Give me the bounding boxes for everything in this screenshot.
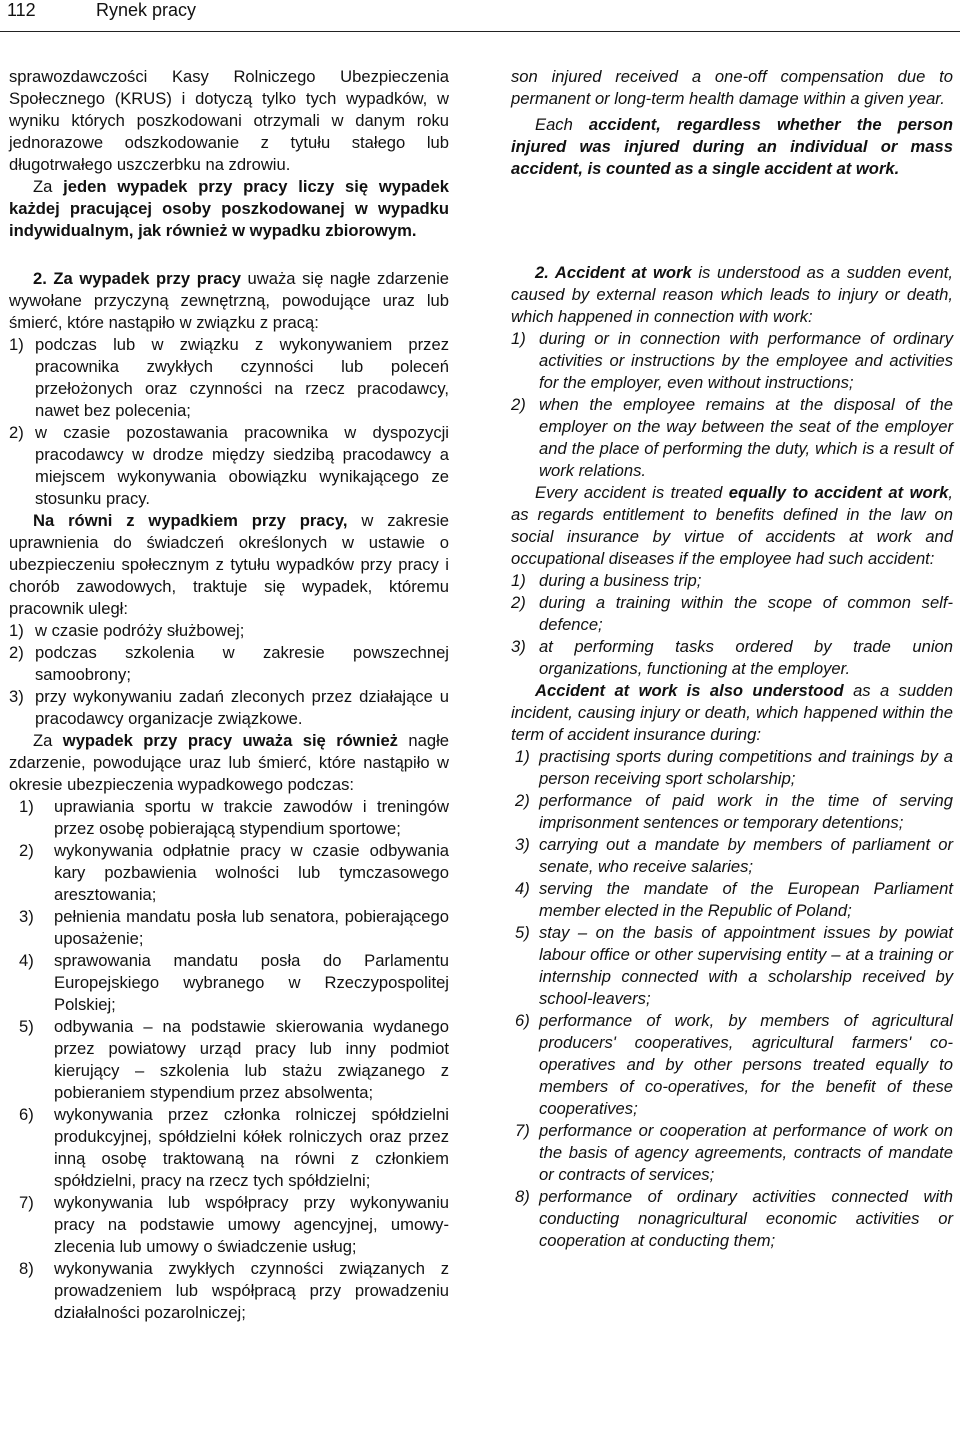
- pl-list-3: [9, 796, 449, 1324]
- pl-list-2: [9, 620, 449, 730]
- list-item: [19, 950, 449, 1016]
- list-item-number: 6): [19, 1105, 34, 1124]
- polish-column: [9, 66, 449, 1324]
- list-item: [511, 394, 953, 482]
- list-item-text: uprawiania sportu w trakcie zawodów i treningów przez osobę pobierającą stypendium sportowe;: [54, 797, 449, 838]
- en-paragraph-3: [511, 262, 953, 328]
- list-item: [9, 642, 449, 686]
- pl-paragraph-3: [9, 268, 449, 334]
- en-p3-rest: is understood as a sudden event, caused by external reason which leads to injury or death, which happened in connection with work:: [511, 263, 953, 326]
- pl-p3-number: 2.: [33, 269, 47, 288]
- en-list-1: [511, 328, 953, 482]
- list-item-number: 6): [515, 1011, 530, 1030]
- page-number: 112: [7, 0, 36, 20]
- list-item-number: 1): [19, 797, 34, 816]
- list-item: [19, 1192, 449, 1258]
- list-item-text: during a business trip;: [539, 571, 702, 590]
- list-item-number: 3): [511, 637, 526, 656]
- pl-p4-rest: w zakresie uprawnienia do świadczeń określonych w ustawie o ubezpieczeniu społecznym z tytułu wypadków przy pracy i chorób zawodowych, traktuje się wypadek, któremu pracownik uległ:: [9, 511, 450, 618]
- list-item-text: stay – on the basis of appointment issues by powiat labour office or other supervising entity – at a training or internship connected with a scholarship received by school-leavers;: [539, 923, 953, 1008]
- list-item: [511, 328, 953, 394]
- list-item: [515, 834, 953, 878]
- list-item-number: 5): [19, 1017, 34, 1036]
- list-item: [19, 1104, 449, 1192]
- list-item-number: 2): [19, 841, 34, 860]
- en-list-2: [511, 570, 953, 680]
- list-item-number: 1): [511, 329, 526, 348]
- list-item-text: odbywania – na podstawie skierowania wydanego przez powiatowy urząd pracy lub inny podmiot kierujący – szkolenia lub stażu związanego z pobieraniem stypendium przez absolwenta;: [54, 1017, 449, 1102]
- list-item-number: 1): [9, 335, 24, 354]
- list-item-number: 3): [19, 907, 34, 926]
- pl-p3-rest: uważa się nagłe zdarzenie wywołane przyczyną zewnętrzną, powodujące uraz lub śmierć, które nastąpiło w związku z pracą:: [9, 269, 449, 332]
- list-item-number: 2): [515, 791, 530, 810]
- list-item: [19, 796, 449, 840]
- pl-p5-lead: Za: [33, 731, 63, 750]
- list-item-number: 7): [19, 1193, 34, 1212]
- list-item-number: 4): [515, 879, 530, 898]
- list-item-number: 8): [19, 1259, 34, 1278]
- en-p3-term: 2. Accident at work: [535, 263, 692, 282]
- pl-p3-term: Za wypadek przy pracy: [46, 269, 241, 288]
- pl-p2-bold: jeden wypadek przy pracy liczy się wypadek każdej pracującej osoby poszkodowanej w wypadku indywidualnym, jak również w wypadku zbiorowym.: [9, 177, 449, 240]
- list-item-text: performance or cooperation at performance of work on the basis of agency agreements, contracts of mandate or contracts of services;: [539, 1121, 953, 1184]
- list-item-number: 5): [515, 923, 530, 942]
- list-item-text: practising sports during competitions and trainings by a person receiving sport scholarship;: [539, 747, 953, 788]
- english-column: [511, 66, 953, 1252]
- list-item: [19, 906, 449, 950]
- en-p2-lead: Each: [535, 115, 589, 134]
- en-paragraph-4: [511, 482, 953, 570]
- list-item-text: during a training within the scope of common self-defence;: [539, 593, 953, 634]
- list-item-text: at performing tasks ordered by trade union organizations, functioning at the employer.: [539, 637, 953, 678]
- list-item-text: serving the mandate of the European Parliament member elected in the Republic of Poland;: [539, 879, 953, 920]
- en-p4-rest: , as regards entitlement to benefits defined in the law on social insurance by virtue of accidents at work and occupational diseases if the employee had such accident:: [511, 483, 953, 568]
- list-item-text: performance of paid work in the time of serving imprisonment sentences or temporary detentions;: [539, 791, 953, 832]
- list-item: [9, 334, 449, 422]
- list-item-number: 1): [511, 571, 526, 590]
- list-item: [19, 840, 449, 906]
- list-item-text: podczas lub w związku z wykonywaniem przez pracownika zwykłych czynności lub poleceń przełożonych oraz czynności na rzecz pracodawcy, nawet bez polecenia;: [35, 335, 449, 420]
- list-item-text: wykonywania lub współpracy przy wykonywaniu pracy na podstawie umowy agencyjnej, umowy-zlecenia lub umowy o świadczenie usług;: [54, 1193, 449, 1256]
- list-item-text: during or in connection with performance of ordinary activities or instructions by the employee and activities for the employer, even without instructions;: [539, 329, 953, 392]
- list-item-text: performance of work, by members of agricultural producers' cooperatives, agricultural farmers' co-operatives and by other persons treated equally to members of co-operatives, for the benefit of these cooperatives;: [539, 1011, 953, 1118]
- pl-paragraph-4: [9, 510, 449, 620]
- list-item-text: w czasie podróży służbowej;: [35, 621, 245, 640]
- en-p2-bold: accident, regardless whether the person injured was injured during an individual or mass accident, is counted as a single accident at work.: [511, 115, 953, 178]
- list-item: [9, 422, 449, 510]
- list-item-text: pełnienia mandatu posła lub senatora, pobierającego uposażenie;: [54, 907, 449, 948]
- en-p4-lead: Every accident is treated: [535, 483, 729, 502]
- list-item: [19, 1258, 449, 1324]
- pl-paragraph-2: [9, 176, 449, 242]
- list-item-number: 1): [515, 747, 530, 766]
- list-item: [511, 570, 953, 592]
- en-paragraph-5: [511, 680, 953, 746]
- en-p4-term: equally to accident at work: [728, 483, 949, 502]
- pl-paragraph-5: [9, 730, 449, 796]
- running-title: Rynek pracy: [96, 0, 197, 20]
- en-paragraph-2: [511, 114, 953, 180]
- list-item-number: 7): [515, 1121, 530, 1140]
- list-item-number: 1): [9, 621, 24, 640]
- list-item: [515, 1010, 953, 1120]
- list-item: [515, 878, 953, 922]
- pl-list-1: [9, 334, 449, 510]
- pl-p5-rest: nagłe zdarzenie, powodujące uraz lub śmierć, które nastąpiło w okresie ubezpieczenia wypadkowego podczas:: [9, 731, 449, 794]
- pl-p4-term: Na równi z wypadkiem przy pracy,: [33, 511, 348, 530]
- list-item: [511, 592, 953, 636]
- list-item-text: when the employee remains at the disposal of the employer on the way between the seat of the employer and the place of performing the duty, which is a result of work relations.: [539, 395, 953, 480]
- pl-paragraph-1: sprawozdawczości Kasy Rolniczego Ubezpieczenia Społecznego (KRUS) i dotyczą tylko tych wypadków, w wyniku których poszkodowani otrzymali w danym roku jednorazowe odszkodowanie z tytułu stałego lub długotrwałego uszczerbku na zdrowiu.: [9, 67, 449, 174]
- page-header: [0, 0, 960, 32]
- list-item-number: 2): [511, 395, 526, 414]
- list-item-text: wykonywania odpłatnie pracy w czasie odbywania kary pozbawienia wolności lub tymczasowego aresztowania;: [54, 841, 449, 904]
- list-item-text: w czasie pozostawania pracownika w dyspozycji pracodawcy w drodze między siedzibą pracodawcy a miejscem wykonywania obowiązku wynikającego ze stosunku pracy.: [35, 423, 449, 508]
- en-paragraph-1: son injured received a one-off compensation due to permanent or long-term health damage within a given year.: [511, 67, 953, 108]
- list-item-text: przy wykonywaniu zadań zleconych przez działające u pracodawcy organizacje związkowe.: [35, 687, 449, 728]
- list-item: [19, 1016, 449, 1104]
- list-item-text: performance of ordinary activities connected with conducting nonagricultural economic activities or cooperation at conducting them;: [539, 1187, 953, 1250]
- en-list-3: [511, 746, 953, 1252]
- list-item-number: 3): [515, 835, 530, 854]
- list-item-number: 2): [9, 643, 24, 662]
- list-item-number: 8): [515, 1187, 530, 1206]
- list-item: [515, 922, 953, 1010]
- list-item: [511, 636, 953, 680]
- list-item: [515, 746, 953, 790]
- list-item-text: sprawowania mandatu posła do Parlamentu Europejskiego wybranego w Rzeczypospolitej Polskiej;: [54, 951, 449, 1014]
- list-item: [515, 1186, 953, 1252]
- list-item-number: 2): [9, 423, 24, 442]
- list-item-text: wykonywania przez członka rolniczej spółdzielni produkcyjnej, spółdzielni kółek rolniczych oraz przez inną osobę traktowaną na równi z członkiem spółdzielni, pracy na rzecz tych spółdzielni;: [54, 1105, 449, 1190]
- list-item-number: 2): [511, 593, 526, 612]
- list-item: [9, 686, 449, 730]
- pl-p5-term: wypadek przy pracy uważa się również: [62, 731, 398, 750]
- list-item-number: 4): [19, 951, 34, 970]
- en-p5-rest: as a sudden incident, causing injury or death, which happened within the term of accident insurance during:: [511, 681, 953, 744]
- list-item-text: carrying out a mandate by members of parliament or senate, who receive salaries;: [539, 835, 953, 876]
- pl-p2-lead: Za: [33, 177, 64, 196]
- list-item: [515, 1120, 953, 1186]
- list-item: [9, 620, 449, 642]
- list-item-number: 3): [9, 687, 24, 706]
- list-item-text: podczas szkolenia w zakresie powszechnej samoobrony;: [35, 643, 449, 684]
- en-p5-term: Accident at work is also understood: [535, 681, 844, 700]
- list-item: [515, 790, 953, 834]
- list-item-text: wykonywania zwykłych czynności związanych z prowadzeniem lub współpracą przy prowadzeniu działalności pozarolniczej;: [54, 1259, 449, 1322]
